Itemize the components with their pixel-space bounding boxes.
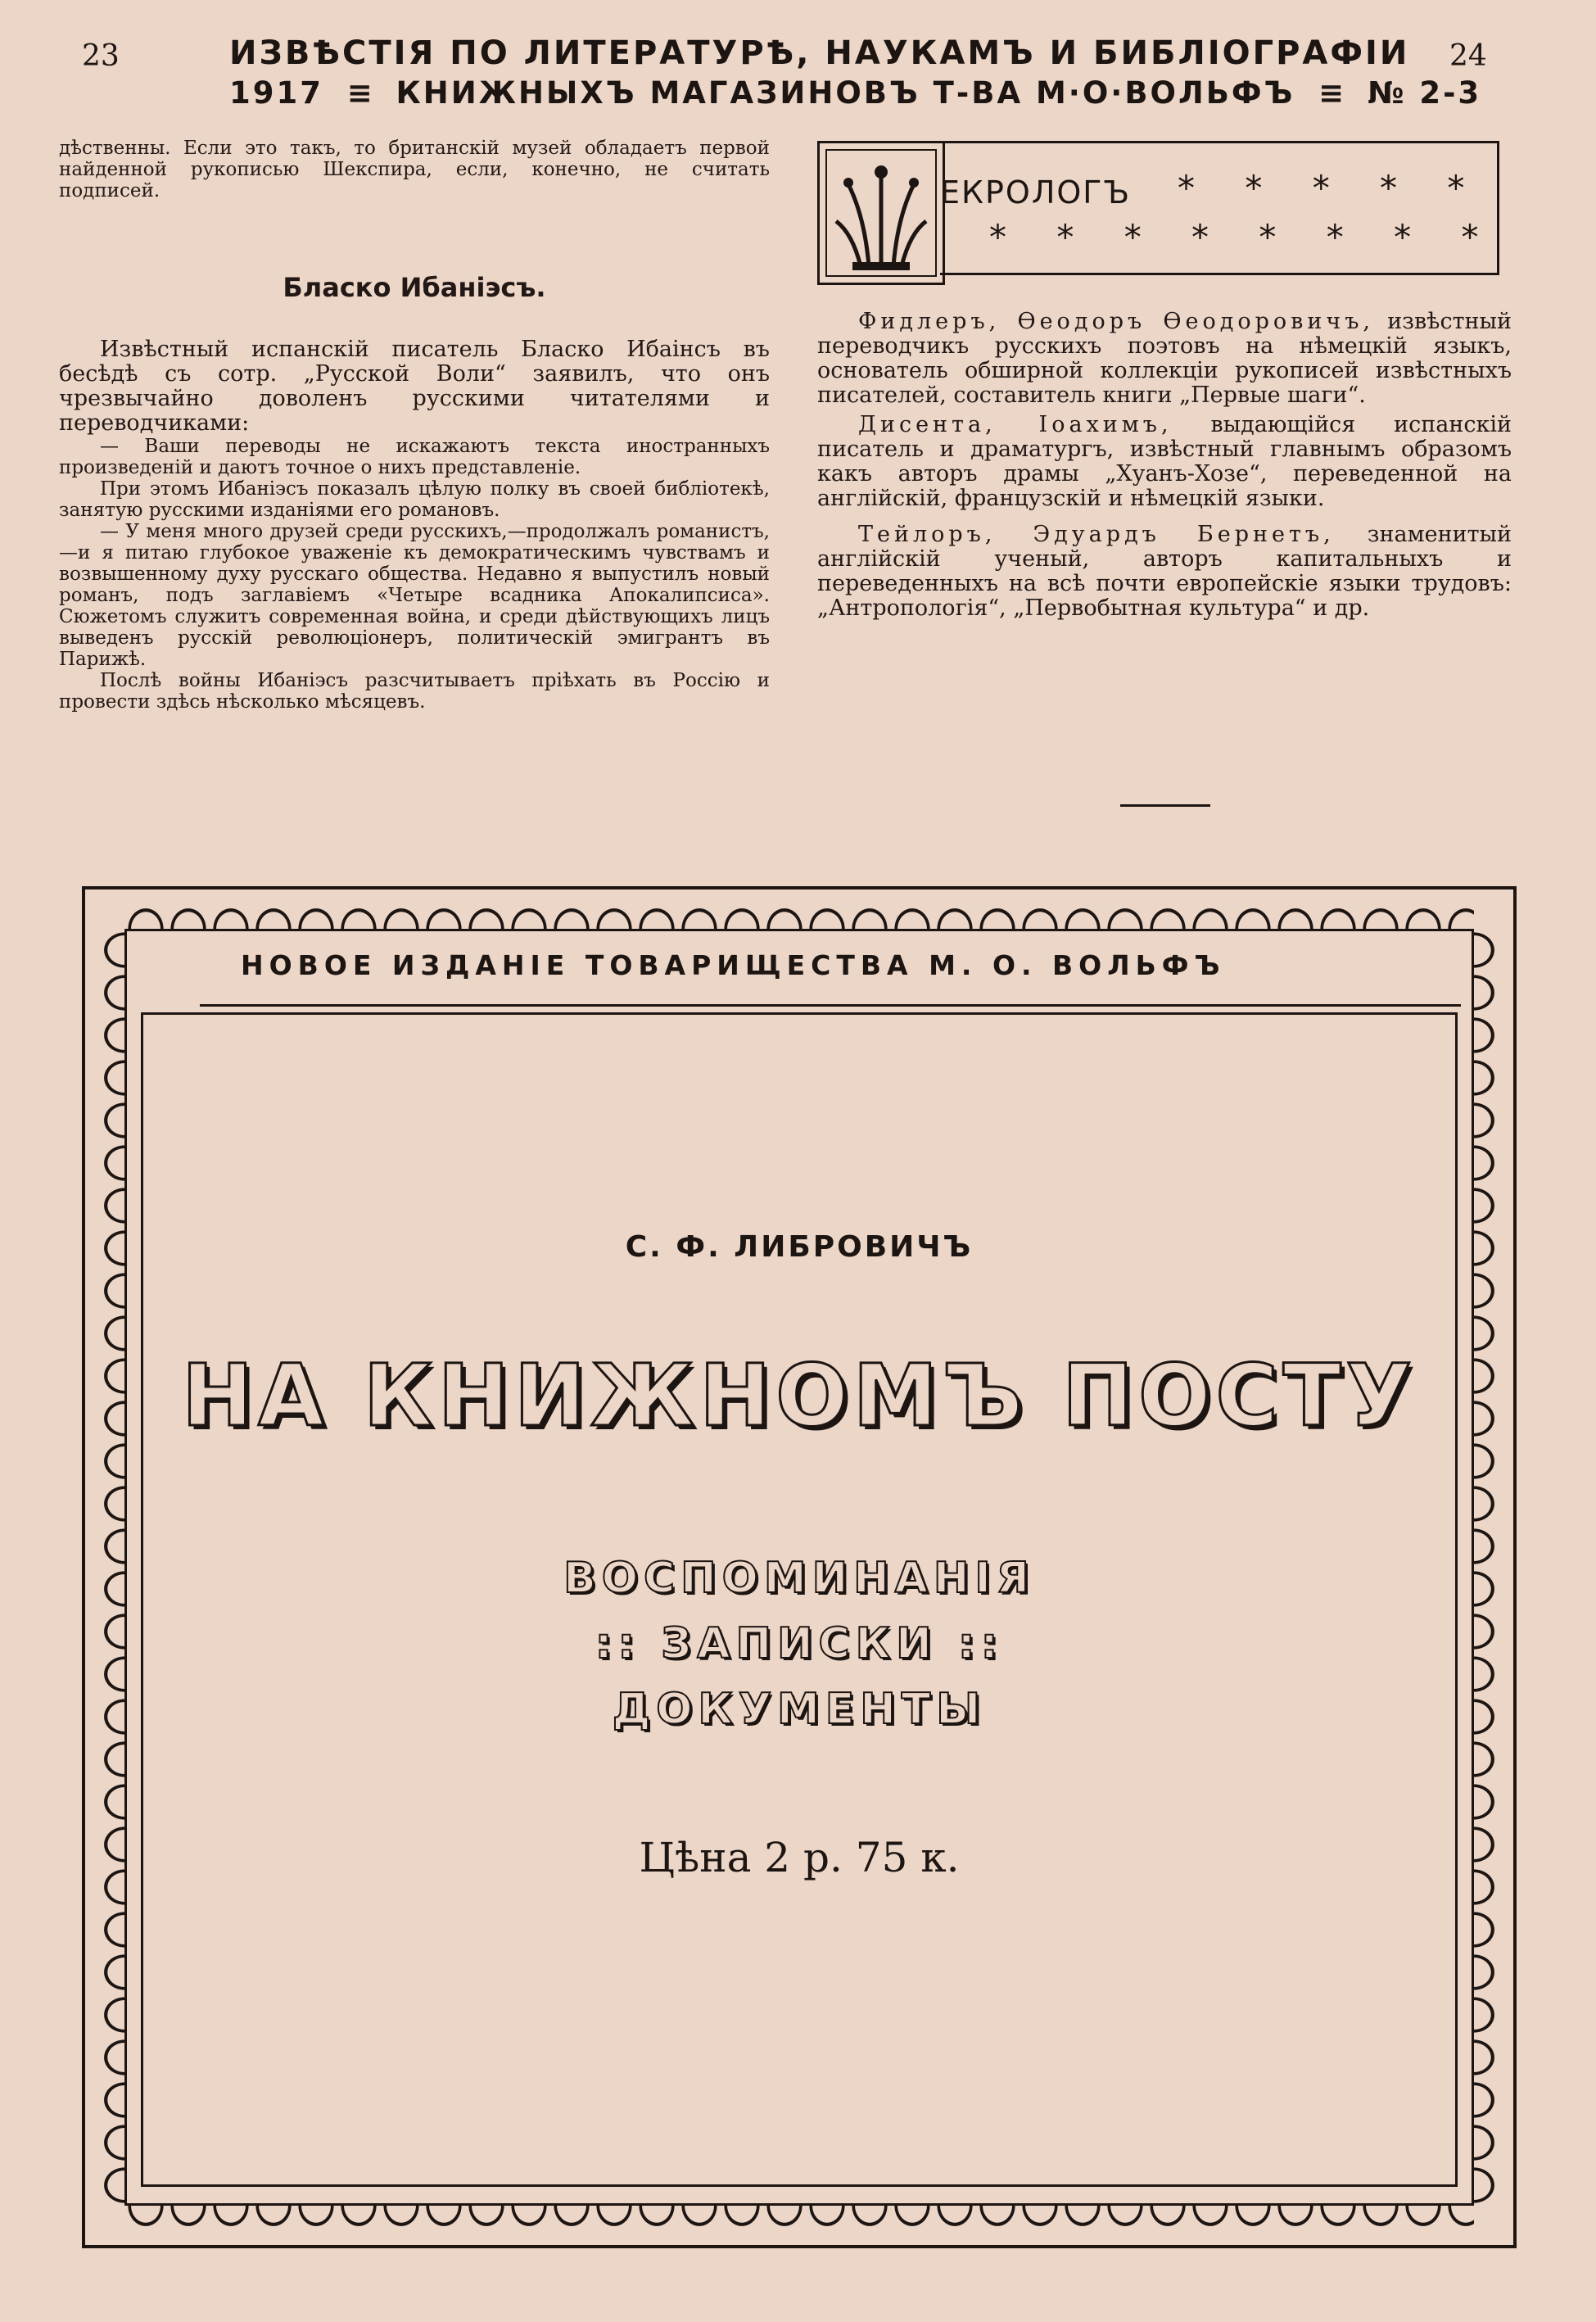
obituary-entry: Фидлеръ, Өеодоръ Өеодоровичъ, извѣстный переводчикъ русскихъ поэтовъ на нѣмецкій языкъ, основатель обширной коллекціи рукописей извѣстныхъ писателей, составитель книги „Первые шаги“.	[817, 309, 1512, 408]
ornament-band-bottom	[124, 2206, 1474, 2238]
journal-subtitle-line: 1917 ≡ КНИЖНЫХЪ МАГАЗИНОВЪ Т-ВА М·О·ВОЛЬФЪ ≡ № 2-3	[229, 75, 1482, 111]
ornament-band-right	[1474, 929, 1507, 2206]
article-paragraph: При этомъ Ибаніэсъ показалъ цѣлую полку въ своей библіотекѣ, занятую русскими изданіями его романовъ.	[59, 478, 770, 521]
article-paragraph: Извѣстный испанскій писатель Бласко Ибаінсъ въ бесѣдѣ съ сотр. „Русской Воли“ заявилъ, что онъ чрезвычайно доволенъ русскими читателями и переводчиками:	[59, 337, 770, 436]
right-column	[817, 310, 1512, 621]
band-rule	[1472, 929, 1474, 2206]
advert-header: НОВОЕ ИЗДАНІЕ ТОВАРИЩЕСТВА М. О. ВОЛЬФЪ	[241, 949, 1226, 981]
band-rule	[124, 929, 127, 2206]
stars-row-2: * * * * * * * *	[989, 217, 1499, 257]
publisher-line: КНИЖНЫХЪ МАГАЗИНОВЪ Т-ВА М·О·ВОЛЬФЪ	[396, 75, 1295, 111]
left-column	[59, 138, 770, 713]
page-number-left: 23	[82, 39, 120, 73]
book-subtitle-2: :: ЗАПИСКИ ::	[595, 1619, 1004, 1668]
article-paragraph: — У меня много друзей среди русскихъ,—продолжалъ романистъ,—и я питаю глубокое уваженіе къ демократическимъ чувствамъ и возвышенному духу русскаго общества. Недавно я выпустилъ новый романъ, подъ заглавіемъ «Четыре всадника Апокалипсиса». Сюжетомъ служитъ современная война, и среди дѣйствующихъ лицъ выведенъ русскій революціонеръ, политическій эмигрантъ въ Парижѣ.	[59, 521, 770, 670]
obituary-title-box	[940, 141, 1499, 275]
article-paragraph: Послѣ войны Ибаніэсъ разсчитываетъ пріѣхать въ Россію и провести здѣсь нѣсколько мѣсяцевъ.	[59, 670, 770, 713]
page-number-right: 24	[1449, 39, 1487, 73]
obituary-entry: Дисента, Іоахимъ, выдающійся испанскій писатель и драматургъ, извѣстный главнымъ образомъ какъ авторъ драмы „Хуанъ-Хозе“, переведенной на англійскій, французскій и нѣмецкій языки.	[817, 412, 1512, 511]
ornament-band-top	[124, 896, 1474, 929]
advert-header-rule	[200, 1004, 1461, 1007]
journal-title: ИЗВѢСТІЯ ПО ЛИТЕРАТУРѢ, НАУКАМЪ И БИБЛІОГРАФІИ	[229, 34, 1410, 72]
obituary-entry: Тейлоръ, Эдуардъ Бернетъ, знаменитый англійскій ученый, авторъ капитальныхъ и переведенныхъ на всѣ почти европейскіе языки трудовъ: „Антропологія“, „Первобытная культура“ и др.	[817, 522, 1512, 621]
stars-row-1: * * * * *	[1178, 168, 1485, 208]
article-paragraph: — Ваши переводы не искажаютъ текста иностранныхъ произведеній и даютъ точное о нихъ представленіе.	[59, 436, 770, 478]
year: 1917	[229, 75, 323, 111]
band-rule	[124, 929, 1474, 931]
ornament-band-left	[92, 929, 124, 2206]
band-rule	[124, 2203, 1474, 2206]
issue-number: № 2-3	[1367, 75, 1482, 111]
column-end-rule	[1120, 804, 1210, 807]
intro-paragraph: дѣственны. Если это такъ, то британскій музей обладаетъ первой найденной рукописью Шекспира, если, конечно, не считать подписей.	[59, 138, 770, 201]
obituary-ornament	[817, 141, 945, 285]
book-title: НА КНИЖНОМЪ ПОСТУ	[182, 1346, 1417, 1446]
plant-ornament-icon	[820, 143, 943, 283]
book-price: Цѣна 2 р. 75 к.	[639, 1834, 960, 1881]
book-subtitle-3: ДОКУМЕНТЫ	[612, 1685, 987, 1734]
article-heading: Бласко Ибаніэсъ.	[283, 272, 546, 303]
advert-content-box	[141, 1012, 1458, 2187]
book-author: С. Ф. ЛИБРОВИЧЪ	[625, 1230, 974, 1264]
advert-frame	[82, 886, 1517, 2248]
obituary-title: ЕКРОЛОГЪ	[940, 174, 1132, 210]
book-subtitle-1: ВОСПОМИНАНІЯ	[563, 1554, 1035, 1603]
